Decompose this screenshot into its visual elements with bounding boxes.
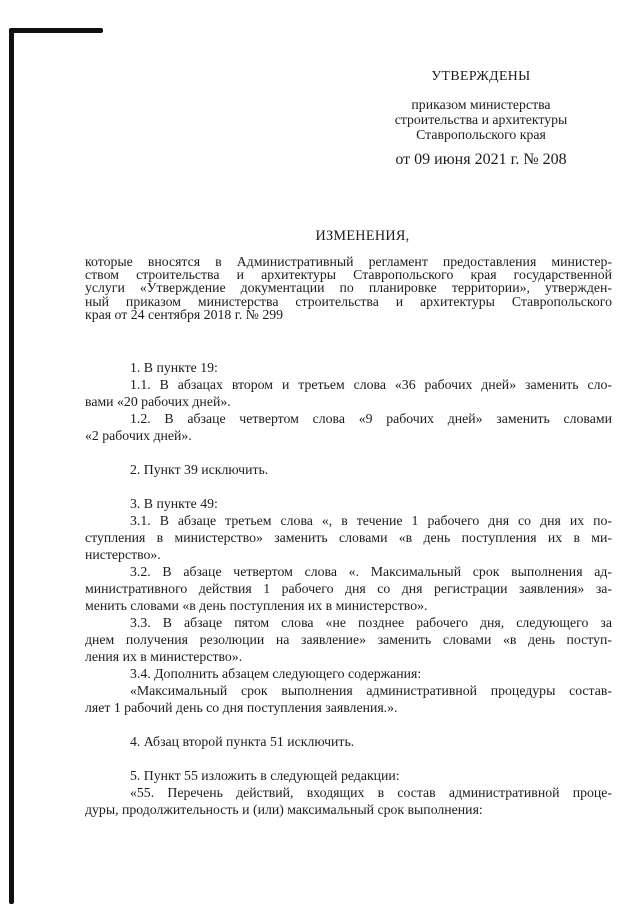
paragraph-item-55: [85, 784, 612, 818]
paragraph-item-1-1: [85, 376, 612, 410]
text-line: «Максимальный срок выполнения административной процедуры состав-: [130, 683, 612, 699]
document-body: [85, 253, 612, 818]
text-line: 1.1. В абзацах втором и третьем слова «36 рабочих дней» заменить сло-: [130, 377, 612, 393]
text-line: 3.2. В абзаце четвертом слова «. Максимальный срок выполнения ад-: [130, 564, 612, 580]
approval-order-date: от 09 июня 2021 г. № 208: [395, 151, 567, 168]
approval-authority: [361, 97, 601, 142]
scan-edge-artifact-horizontal: [9, 28, 103, 33]
approval-block: [361, 67, 601, 168]
paragraph-item-3-1: [85, 512, 612, 563]
text-line: министративного действия 1 рабочего дня со дня регистрации заявления» за-: [85, 581, 612, 597]
paragraph-item-4: [85, 733, 612, 750]
text-line: «2 рабочих дней».: [85, 428, 192, 444]
text-line: ступления в министерство» заменить словами «в день поступления их в ми-: [85, 530, 612, 546]
text-line: 5. Пункт 55 изложить в следующей редакции:: [130, 768, 400, 784]
text-line: ный приказом министерства строительства и архитектуры Ставропольского: [85, 293, 612, 309]
amendment-paragraphs: [85, 359, 612, 818]
paragraph-item-3: [85, 495, 612, 512]
authority-line: приказом министерства: [411, 97, 551, 112]
text-line: края от 24 сентября 2018 г. № 299: [85, 306, 284, 322]
text-line: нистерство».: [85, 547, 161, 563]
text-line: «55. Перечень действий, входящих в состав административной проце-: [130, 785, 612, 801]
text-line: 4. Абзац второй пункта 51 исключить.: [130, 734, 355, 750]
paragraph-item-3-4-quote: [85, 682, 612, 716]
text-line: услуги «Утверждение документации по планировке территории», утвержден-: [85, 280, 612, 296]
text-line: ляет 1 рабочий день со дня поступления заявления.».: [85, 700, 398, 716]
text-line: днем получения резолюции на заявление» заменить словами «в день поступ-: [85, 632, 612, 648]
text-line: 3.4. Дополнить абзацем следующего содержания:: [130, 666, 422, 682]
text-line: дуры, продолжительность и (или) максимальный срок выполнения:: [85, 802, 483, 818]
paragraph-item-1-2: [85, 410, 612, 444]
text-line: 3. В пункте 49:: [130, 496, 218, 512]
text-line: ления их в министерство».: [85, 649, 243, 665]
text-line: ством строительства и архитектуры Ставропольского края государственной: [85, 267, 612, 283]
scan-edge-artifact-vertical: [9, 29, 14, 904]
text-line: 3.3. В абзаце пятом слова «не позднее рабочего дня, следующего за: [130, 615, 612, 631]
text-line: 2. Пункт 39 исключить.: [130, 462, 269, 478]
paragraph-item-3-4: [85, 665, 612, 682]
text-line: 1. В пункте 19:: [130, 360, 218, 376]
paragraph-item-1: [85, 359, 612, 376]
text-line: менить словами «в день поступления их в министерство».: [85, 598, 428, 614]
authority-line: Ставропольского края: [416, 127, 546, 142]
text-line: 1.2. В абзаце четвертом слова «9 рабочих дней» заменить словами: [130, 411, 612, 427]
authority-line: строительства и архитектуры: [394, 112, 568, 127]
paragraph-item-3-2: [85, 563, 612, 614]
text-line: 3.1. В абзаце третьем слова «, в течение 1 рабочего дня со дня их по-: [130, 513, 612, 529]
intro-paragraph: [85, 255, 612, 321]
text-line: вами «20 рабочих дней».: [85, 394, 231, 410]
paragraph-item-3-3: [85, 614, 612, 665]
paragraph-item-2: [85, 461, 612, 478]
paragraph-item-5: [85, 767, 612, 784]
document-title: ИЗМЕНЕНИЯ,: [315, 228, 410, 244]
text-line: которые вносятся в Административный регламент предоставления министер-: [85, 254, 612, 269]
approval-status: УТВЕРЖДЕНЫ: [431, 68, 531, 83]
